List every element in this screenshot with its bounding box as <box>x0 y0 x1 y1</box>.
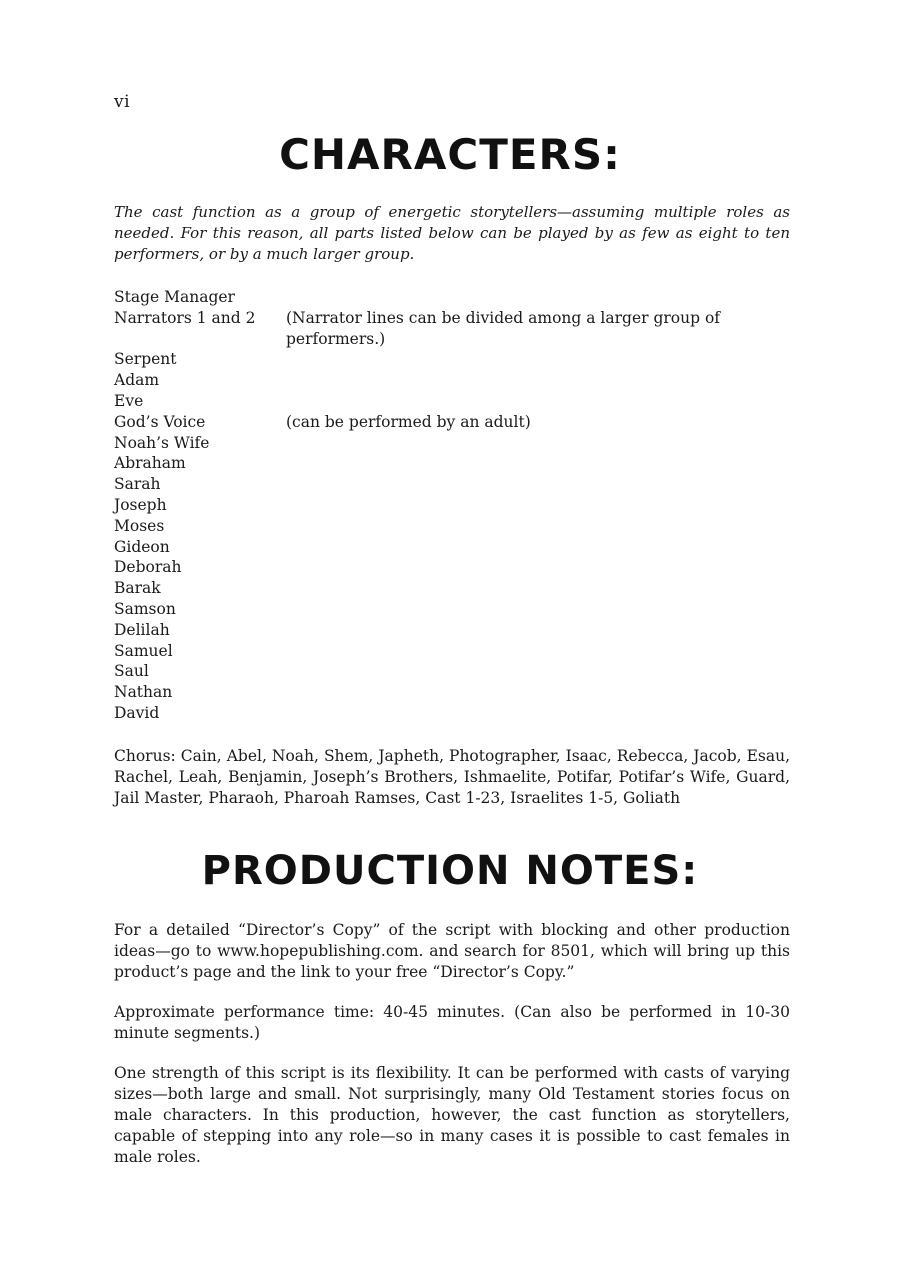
cast-row <box>114 349 794 370</box>
cast-name: Abraham <box>114 454 186 473</box>
cast-name: Adam <box>114 371 160 390</box>
cast-note <box>286 495 726 516</box>
cast-row <box>114 453 794 474</box>
cast-note <box>286 703 726 724</box>
characters-intro: The cast function as a group of energetic storytellers—assuming multiple roles as needed. For this reason, all parts listed below can be played by as few as eight to ten performers, or by a much larger group. <box>114 203 790 263</box>
cast-name: Eve <box>114 391 144 410</box>
cast-row <box>114 557 794 578</box>
production-note-paragraph: One strength of this script is its flexibility. It can be performed with casts of varying sizes—both large and small. Not surprisingly, many Old Testament stories focus on male characters. In this production, however, the cast function as storytellers, capable of stepping into any role—so in many cases it is possible to cast females in male roles. <box>114 1064 790 1166</box>
cast-name: Samson <box>114 599 176 618</box>
cast-row <box>114 578 794 599</box>
cast-name: Gideon <box>114 537 170 556</box>
cast-row <box>114 599 794 620</box>
cast-row <box>114 641 794 662</box>
cast-note <box>286 474 726 495</box>
cast-row <box>114 495 794 516</box>
cast-name: Samuel <box>114 641 173 660</box>
cast-row <box>114 391 794 412</box>
cast-row <box>114 703 794 724</box>
cast-note <box>286 391 726 412</box>
cast-name: Sarah <box>114 475 161 494</box>
cast-name: David <box>114 703 160 722</box>
cast-name: Stage Manager <box>114 288 235 306</box>
cast-name: Barak <box>114 579 161 598</box>
cast-row <box>114 474 794 495</box>
characters-heading: CHARACTERS: <box>279 130 621 179</box>
chorus-list: Chorus: Cain, Abel, Noah, Shem, Japheth, Photographer, Isaac, Rebecca, Jacob, Esau, Rachel, Leah, Benjamin, Joseph’s Brothers, Ishmaelite, Potifar, Potifar’s Wife, Guard, Jail Master, Pharaoh, Pharoah Ramses, Cast 1-23, Israelites 1-5, Goliath <box>114 747 790 807</box>
production-notes-heading: PRODUCTION NOTES: <box>201 848 699 894</box>
cast-name: Deborah <box>114 558 182 577</box>
cast-name: God’s Voice <box>114 412 206 431</box>
cast-row <box>114 682 794 703</box>
cast-note <box>286 557 726 578</box>
cast-note <box>286 287 726 308</box>
cast-row <box>114 370 794 391</box>
production-notes <box>114 920 790 1187</box>
cast-note <box>286 349 726 370</box>
cast-row <box>114 308 794 350</box>
cast-name: Delilah <box>114 620 170 639</box>
cast-name: Joseph <box>114 495 167 514</box>
cast-note <box>286 433 726 454</box>
cast-row <box>114 620 794 641</box>
cast-row <box>114 537 794 558</box>
cast-note <box>286 620 726 641</box>
cast-note <box>286 370 726 391</box>
cast-name: Saul <box>114 662 149 681</box>
cast-note <box>286 516 726 537</box>
cast-row <box>114 412 794 433</box>
cast-note <box>286 599 726 620</box>
production-note-paragraph: For a detailed “Director’s Copy” of the script with blocking and other production ideas—go to www.hopepublishing.com. and search for 8501, which will bring up this product’s page and the link to your free “Director’s Copy.” <box>114 921 790 981</box>
cast-row <box>114 516 794 537</box>
cast-note <box>286 682 726 703</box>
cast-name: Nathan <box>114 683 173 702</box>
cast-name: Moses <box>114 516 165 535</box>
cast-note <box>286 537 726 558</box>
cast-row <box>114 433 794 454</box>
cast-row <box>114 287 794 308</box>
cast-note <box>286 578 726 599</box>
cast-note <box>286 661 726 682</box>
cast-note <box>286 453 726 474</box>
cast-note: (Narrator lines can be divided among a larger group of performers.) <box>286 308 721 348</box>
page-number: vi <box>114 92 131 112</box>
cast-note <box>286 641 726 662</box>
production-note-paragraph: Approximate performance time: 40-45 minutes. (Can also be performed in 10-30 minute segments.) <box>114 1003 790 1042</box>
cast-name: Narrators 1 and 2 <box>114 308 256 327</box>
cast-name: Serpent <box>114 350 177 369</box>
cast-list <box>114 287 794 724</box>
cast-name: Noah’s Wife <box>114 433 210 452</box>
cast-row <box>114 661 794 682</box>
cast-note: (can be performed by an adult) <box>286 412 531 431</box>
